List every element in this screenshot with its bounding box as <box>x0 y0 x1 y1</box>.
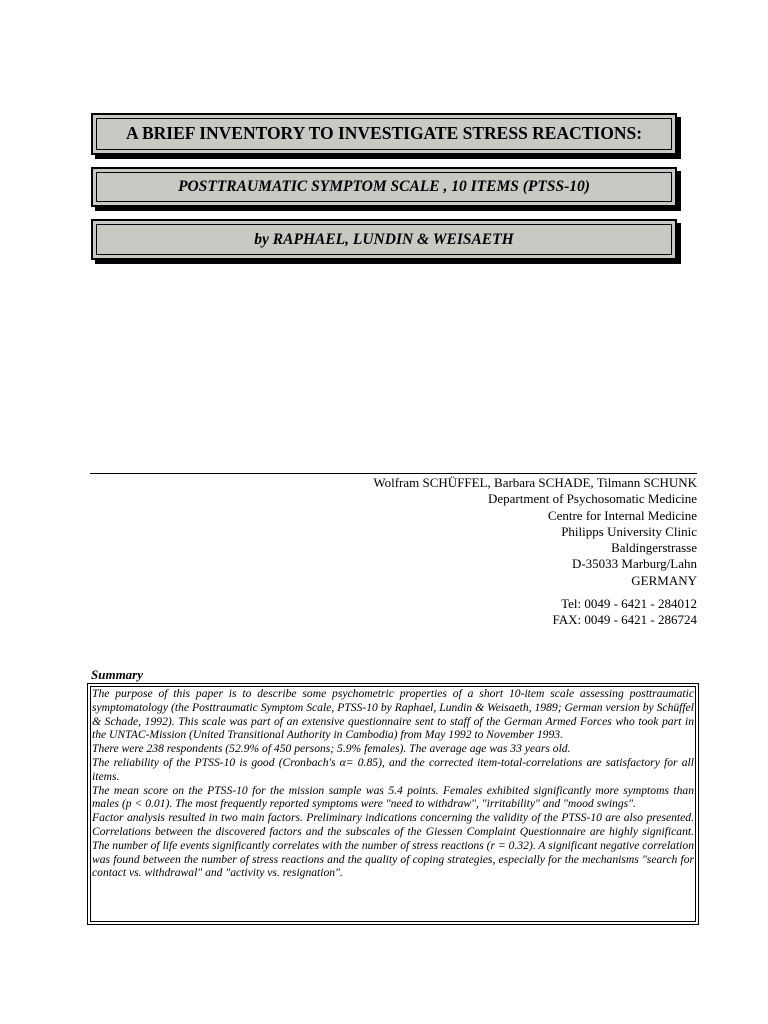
byline-box-inner <box>96 224 672 255</box>
title-box-inner <box>96 118 672 150</box>
subtitle-box <box>91 167 677 207</box>
summary-paragraph-mean-score: The mean score on the PTSS-10 for the mission sample was 5.4 points. Females exhibited significantly more symptoms than males (p < 0.01). The most frequently reported symptoms were "need to withdraw", "irritability" and "mood swings". <box>92 783 694 811</box>
summary-paragraph-purpose: The purpose of this paper is to describe some psychometric properties of a short 10-item scale assessing posttraumatic symptomatology (the Posttraumatic Symptom Scale, PTSS-10 by Raphael, Lundin & Weisaeth, 1989; German version by Schüffel & Schade, 1992). This scale was part of an extensive questionnaire sent to staff of the German Armed Forces who took part in the UNTAC-Mission (United Transitional Authority in Cambodia) from May 1992 to November 1993. <box>92 687 694 742</box>
clinic-line: Philipps University Clinic <box>561 523 697 539</box>
summary-box <box>87 683 699 925</box>
city-line: D-35033 Marburg/Lahn <box>571 556 697 572</box>
document-title: A BRIEF INVENTORY TO INVESTIGATE STRESS REACTIONS: <box>125 123 643 144</box>
department-line: Department of Psychosomatic Medicine <box>487 491 697 507</box>
summary-box-inner <box>90 686 696 922</box>
street-line: Baldingerstrasse <box>611 540 697 556</box>
contact-info <box>552 596 697 629</box>
document-byline: by RAPHAEL, LUNDIN & WEISAETH <box>254 230 514 248</box>
document-subtitle: POSTTRAUMATIC SYMPTOM SCALE , 10 ITEMS (PTSS-10) <box>178 178 590 196</box>
author-address <box>373 475 697 589</box>
subtitle-box-inner <box>96 172 672 202</box>
centre-line: Centre for Internal Medicine <box>547 507 697 523</box>
title-box <box>91 113 677 155</box>
country-line: GERMANY <box>631 572 697 588</box>
summary-heading: Summary <box>91 667 144 682</box>
horizontal-rule <box>90 473 697 474</box>
summary-paragraph-respondents: There were 238 respondents (52.9% of 450 persons; 5.9% females). The average age was 33 years old. <box>92 742 571 756</box>
byline-box <box>91 219 677 260</box>
telephone-line: Tel: 0049 - 6421 - 284012 <box>561 596 697 611</box>
fax-line: FAX: 0049 - 6421 - 286724 <box>552 612 697 628</box>
summary-paragraph-factor-analysis: Factor analysis resulted in two main factors. Preliminary indications concerning the validity of the PTSS-10 are also presented. Correlations between the discovered factors and the subscales of the Giessen Complaint Questionnaire are highly significant. The number of life events significantly correlates with the number of stress reactions (r = 0.32). A significant negative correlation was found between the number of stress reactions and the quality of coping strategies, especially for the mechanisms "search for contact vs. withdrawal" and "activity vs. resignation". <box>92 811 694 880</box>
authors-line: Wolfram SCHÜFFEL, Barbara SCHADE, Tilmann SCHUNK <box>373 475 697 490</box>
summary-paragraph-reliability: The reliability of the PTSS-10 is good (Cronbach's α= 0.85), and the corrected item-total-correlations are satisfactory for all items. <box>92 755 694 783</box>
